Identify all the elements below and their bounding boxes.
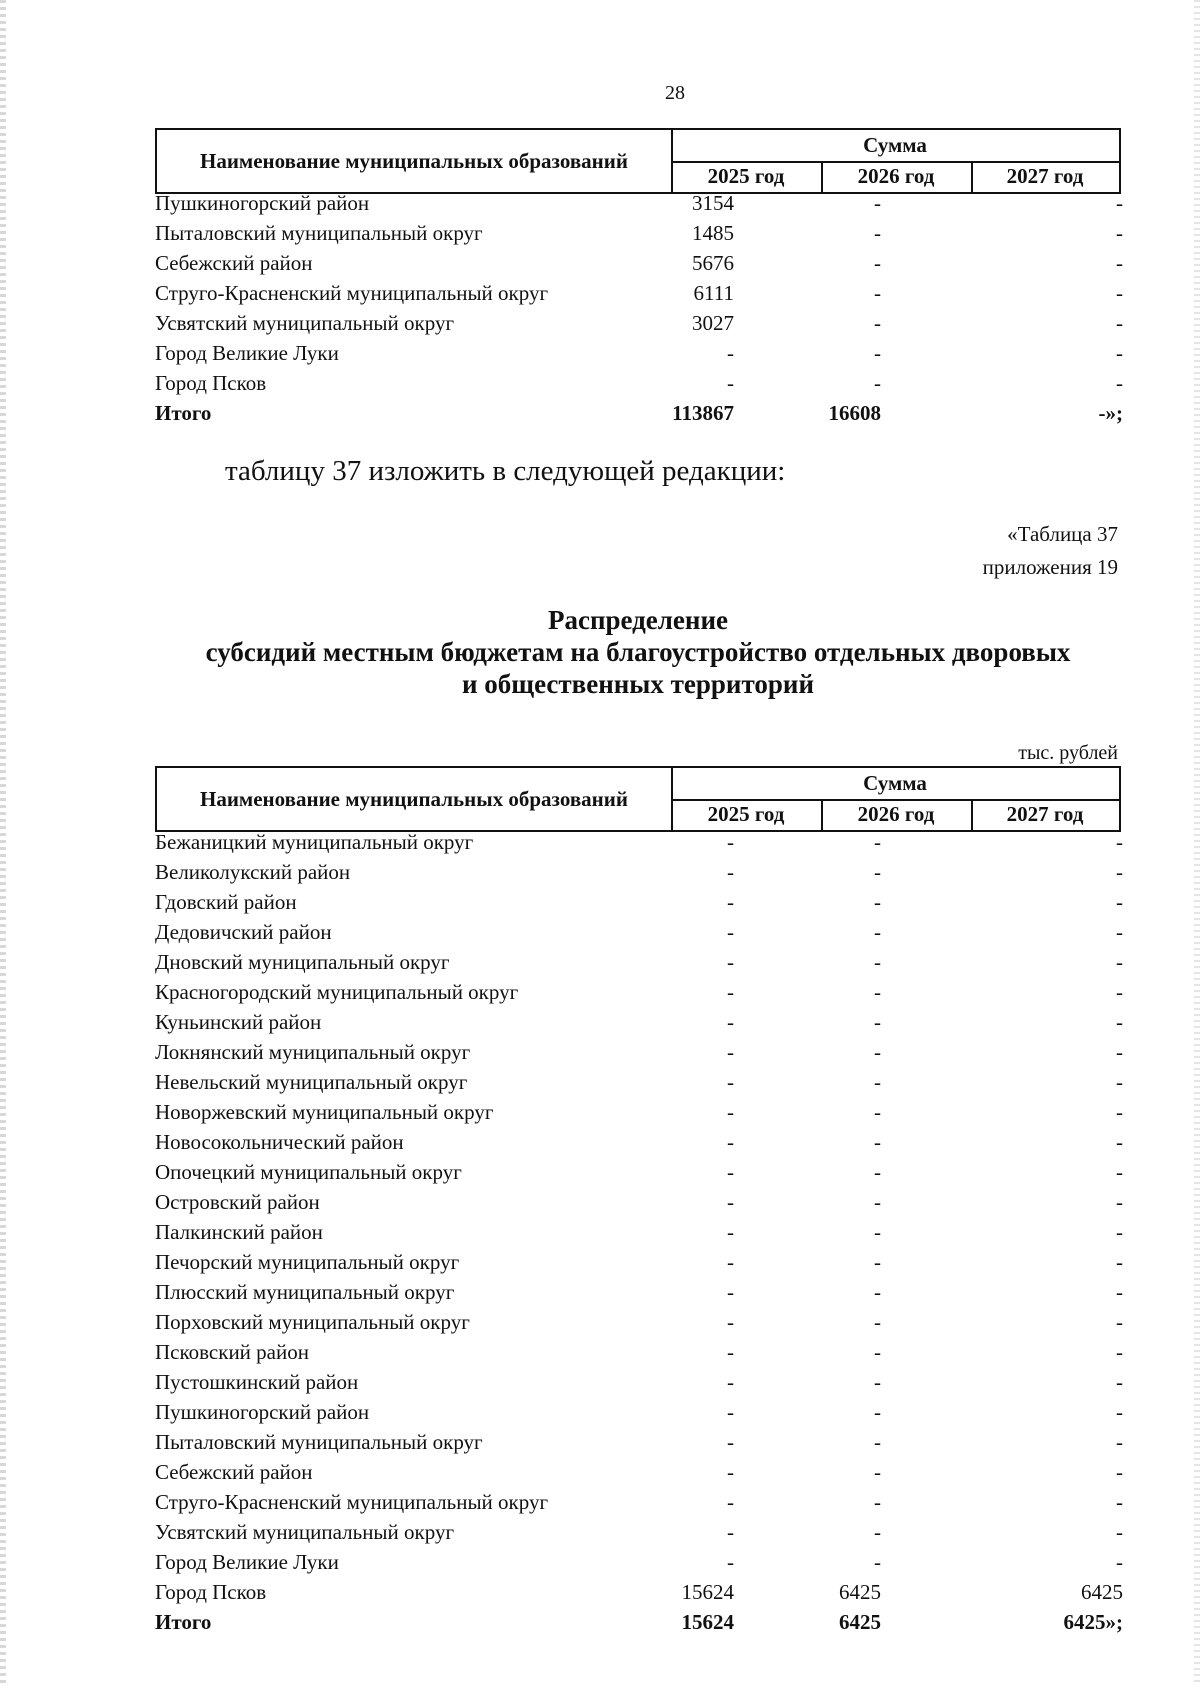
value-2025: - xyxy=(727,860,734,884)
value-2026: - xyxy=(874,1340,881,1364)
value-2025: 113867 xyxy=(672,401,734,425)
municipality-name: Город Великие Луки xyxy=(155,341,339,365)
municipality-name: Пыталовский муниципальный округ xyxy=(155,1430,483,1454)
value-2025: - xyxy=(727,1430,734,1454)
value-2027: - xyxy=(1116,1430,1123,1454)
value-2027: - xyxy=(1116,341,1123,365)
table-reference xyxy=(983,518,1118,584)
value-2027: - xyxy=(1116,860,1123,884)
value-2025: - xyxy=(727,1460,734,1484)
municipality-name: Город Псков xyxy=(155,1580,267,1604)
municipality-name: Себежский район xyxy=(155,251,313,275)
table-row xyxy=(155,860,1121,890)
value-2025: - xyxy=(727,1550,734,1574)
table-row xyxy=(155,1310,1121,1340)
table-reference-line2: приложения 19 xyxy=(982,555,1118,579)
table1-header-2026: 2026 год xyxy=(821,161,973,192)
value-2027: - xyxy=(1116,1010,1123,1034)
value-2026: - xyxy=(874,341,881,365)
table-row xyxy=(155,1250,1121,1280)
value-2026: 16608 xyxy=(828,401,881,425)
municipality-name: Город Псков xyxy=(155,371,267,395)
municipality-name: Палкинский район xyxy=(155,1220,323,1244)
municipality-name: Новоржевский муниципальный округ xyxy=(155,1100,494,1124)
table2-header-2026: 2026 год xyxy=(821,799,973,830)
municipality-name: Псковский район xyxy=(155,1340,309,1364)
value-2025: - xyxy=(727,1130,734,1154)
municipality-name: Красногородский муниципальный округ xyxy=(155,980,519,1004)
municipality-name: Усвятский муниципальный округ xyxy=(155,1520,455,1544)
municipality-name: Невельский муниципальный округ xyxy=(155,1070,468,1094)
value-2025: - xyxy=(727,1280,734,1304)
value-2027: - xyxy=(1116,890,1123,914)
value-2025: 6111 xyxy=(693,281,734,305)
table1-header-2027: 2027 год xyxy=(1006,164,1084,188)
municipality-name: Порховский муниципальный округ xyxy=(155,1310,470,1334)
value-2026: - xyxy=(874,1460,881,1484)
table-row xyxy=(155,1040,1121,1070)
value-2027: - xyxy=(1116,1520,1123,1544)
municipality-name: Новосокольнический район xyxy=(155,1130,404,1154)
table-row xyxy=(155,1100,1121,1130)
table-row xyxy=(155,371,1121,401)
scan-edge-left xyxy=(0,0,6,1686)
municipality-name: Струго-Красненский муниципальный округ xyxy=(155,1490,549,1514)
value-2026: 6425 xyxy=(839,1610,881,1634)
value-2025: - xyxy=(727,1040,734,1064)
value-2026: - xyxy=(874,1370,881,1394)
table1-header-sum: Сумма xyxy=(671,130,1119,163)
value-2026: - xyxy=(874,1220,881,1244)
value-2025: - xyxy=(727,1520,734,1544)
table-row xyxy=(155,1280,1121,1310)
value-2026: - xyxy=(874,1430,881,1454)
municipality-name: Локнянский муниципальный округ xyxy=(155,1040,471,1064)
value-2026: - xyxy=(874,1400,881,1424)
table2-header-2027: 2027 год xyxy=(1006,802,1084,826)
table2-header xyxy=(155,766,1121,832)
table-reference-line1: «Таблица 37 xyxy=(1007,522,1118,546)
table-row xyxy=(155,251,1121,281)
table-row xyxy=(155,950,1121,980)
value-2026: - xyxy=(874,1040,881,1064)
value-2026: - xyxy=(874,311,881,335)
value-2026: - xyxy=(874,191,881,215)
value-2027: - xyxy=(1116,1370,1123,1394)
table-row xyxy=(155,830,1121,860)
value-2027: - xyxy=(1116,980,1123,1004)
table-row xyxy=(155,1130,1121,1160)
value-2027: - xyxy=(1116,1490,1123,1514)
value-2027: -»; xyxy=(1098,401,1123,425)
table-row xyxy=(155,1370,1121,1400)
value-2025: - xyxy=(727,950,734,974)
value-2026: - xyxy=(874,920,881,944)
value-2025: - xyxy=(727,890,734,914)
table-row xyxy=(155,920,1121,950)
value-2027: - xyxy=(1116,1460,1123,1484)
value-2026: - xyxy=(874,1070,881,1094)
municipality-name: Опочецкий муниципальный округ xyxy=(155,1160,462,1184)
heading-line2: субсидий местным бюджетам на благоустройство отдельных дворовых xyxy=(205,637,1071,667)
municipality-name: Итого xyxy=(155,1610,212,1634)
value-2027: - xyxy=(1116,1220,1123,1244)
table1-body xyxy=(155,191,1121,431)
value-2025: - xyxy=(727,1250,734,1274)
value-2025: - xyxy=(727,1370,734,1394)
municipality-name: Гдовский район xyxy=(155,890,297,914)
table-row xyxy=(155,1580,1121,1610)
table2-header-sum: Сумма xyxy=(671,768,1119,801)
table-row xyxy=(155,1160,1121,1190)
value-2025: - xyxy=(727,1160,734,1184)
table1-header-2025: 2025 год xyxy=(671,161,823,192)
value-2027: - xyxy=(1116,191,1123,215)
municipality-name: Дедовичский район xyxy=(155,920,332,944)
table-row xyxy=(155,311,1121,341)
value-2025: 3027 xyxy=(692,311,734,335)
value-2027: 6425»; xyxy=(1063,1610,1123,1634)
table-row xyxy=(155,1520,1121,1550)
municipality-name: Город Великие Луки xyxy=(155,1550,339,1574)
value-2027: - xyxy=(1116,920,1123,944)
value-2027: - xyxy=(1116,1400,1123,1424)
table-row xyxy=(155,1430,1121,1460)
value-2026: - xyxy=(874,221,881,245)
value-2025: 15624 xyxy=(681,1580,734,1604)
municipality-name: Пустошкинский район xyxy=(155,1370,359,1394)
municipality-name: Печорский муниципальный округ xyxy=(155,1250,460,1274)
total-row xyxy=(155,1610,1121,1640)
municipality-name: Усвятский муниципальный округ xyxy=(155,311,455,335)
heading-line3: и общественных территорий xyxy=(461,669,815,699)
section-heading xyxy=(155,604,1121,700)
value-2025: - xyxy=(727,1220,734,1244)
table-row xyxy=(155,1550,1121,1580)
value-2027: - xyxy=(1116,1160,1123,1184)
municipality-name: Пыталовский муниципальный округ xyxy=(155,221,483,245)
value-2025: - xyxy=(727,830,734,854)
value-2025: - xyxy=(727,920,734,944)
value-2026: - xyxy=(874,1160,881,1184)
table2-header-name: Наименование муниципальных образований xyxy=(157,768,673,830)
value-2027: - xyxy=(1116,1250,1123,1274)
value-2026: - xyxy=(874,1490,881,1514)
table-row xyxy=(155,191,1121,221)
value-2027: - xyxy=(1116,221,1123,245)
value-2025: - xyxy=(727,371,734,395)
value-2025: - xyxy=(727,1490,734,1514)
heading-line1: Распределение xyxy=(547,605,729,635)
value-2026: - xyxy=(874,251,881,275)
value-2027: - xyxy=(1116,1070,1123,1094)
value-2026: - xyxy=(874,1280,881,1304)
table-row xyxy=(155,1070,1121,1100)
table-row xyxy=(155,1490,1121,1520)
value-2025: - xyxy=(727,1010,734,1034)
value-2025: - xyxy=(727,980,734,1004)
value-2026: - xyxy=(874,890,881,914)
value-2026: - xyxy=(874,1130,881,1154)
value-2027: - xyxy=(1116,1100,1123,1124)
value-2026: - xyxy=(874,1250,881,1274)
municipality-name: Великолукский район xyxy=(155,860,351,884)
value-2026: - xyxy=(874,950,881,974)
value-2025: - xyxy=(727,1310,734,1334)
value-2027: - xyxy=(1116,1280,1123,1304)
table-row xyxy=(155,1010,1121,1040)
value-2025: - xyxy=(727,1340,734,1364)
value-2026: - xyxy=(874,830,881,854)
value-2025: - xyxy=(727,1190,734,1214)
table-row xyxy=(155,221,1121,251)
municipality-name: Бежаницкий муниципальный округ xyxy=(155,830,474,854)
value-2026: - xyxy=(874,1520,881,1544)
total-row xyxy=(155,401,1121,431)
municipality-name: Струго-Красненский муниципальный округ xyxy=(155,281,549,305)
value-2027: - xyxy=(1116,1190,1123,1214)
municipality-name: Итого xyxy=(155,401,212,425)
value-2025: 3154 xyxy=(692,191,734,215)
value-2027: - xyxy=(1116,1340,1123,1364)
table-row xyxy=(155,1460,1121,1490)
table-row xyxy=(155,890,1121,920)
value-2027: - xyxy=(1116,1130,1123,1154)
table-row xyxy=(155,341,1121,371)
value-2026: - xyxy=(874,1310,881,1334)
value-2026: - xyxy=(874,371,881,395)
value-2026: - xyxy=(874,281,881,305)
table1-header-name: Наименование муниципальных образований xyxy=(157,130,673,192)
municipality-name: Пушкиногорский район xyxy=(155,191,370,215)
scan-edge-right xyxy=(1194,0,1200,1686)
instruction-text: таблицу 37 изложить в следующей редакции: xyxy=(225,455,786,487)
value-2026: - xyxy=(874,1100,881,1124)
units-label: тыс. рублей xyxy=(1018,742,1118,764)
table-row xyxy=(155,1400,1121,1430)
municipality-name: Дновский муниципальный округ xyxy=(155,950,450,974)
municipality-name: Себежский район xyxy=(155,1460,313,1484)
value-2027: - xyxy=(1116,1040,1123,1064)
value-2027: - xyxy=(1116,950,1123,974)
municipality-name: Островский район xyxy=(155,1190,320,1214)
value-2025: 15624 xyxy=(681,1610,734,1634)
table2-header-2025: 2025 год xyxy=(671,799,823,830)
value-2027: - xyxy=(1116,830,1123,854)
table-row xyxy=(155,281,1121,311)
table-row xyxy=(155,980,1121,1010)
value-2025: - xyxy=(727,1400,734,1424)
value-2027: - xyxy=(1116,371,1123,395)
value-2026: - xyxy=(874,1550,881,1574)
value-2025: - xyxy=(727,1070,734,1094)
value-2027: 6425 xyxy=(1081,1580,1123,1604)
table1-header xyxy=(155,128,1121,194)
table-row xyxy=(155,1220,1121,1250)
table-row xyxy=(155,1190,1121,1220)
table-row xyxy=(155,1340,1121,1370)
municipality-name: Куньинский район xyxy=(155,1010,322,1034)
value-2026: - xyxy=(874,980,881,1004)
value-2025: 5676 xyxy=(692,251,734,275)
value-2025: 1485 xyxy=(692,221,734,245)
municipality-name: Пушкиногорский район xyxy=(155,1400,370,1424)
municipality-name: Плюсский муниципальный округ xyxy=(155,1280,455,1304)
page-number: 28 xyxy=(665,82,685,104)
value-2026: - xyxy=(874,1190,881,1214)
table2-body xyxy=(155,830,1121,1640)
value-2025: - xyxy=(727,341,734,365)
value-2027: - xyxy=(1116,281,1123,305)
value-2027: - xyxy=(1116,1550,1123,1574)
value-2027: - xyxy=(1116,251,1123,275)
value-2027: - xyxy=(1116,311,1123,335)
value-2025: - xyxy=(727,1100,734,1124)
value-2026: 6425 xyxy=(839,1580,881,1604)
value-2026: - xyxy=(874,860,881,884)
value-2027: - xyxy=(1116,1310,1123,1334)
value-2026: - xyxy=(874,1010,881,1034)
